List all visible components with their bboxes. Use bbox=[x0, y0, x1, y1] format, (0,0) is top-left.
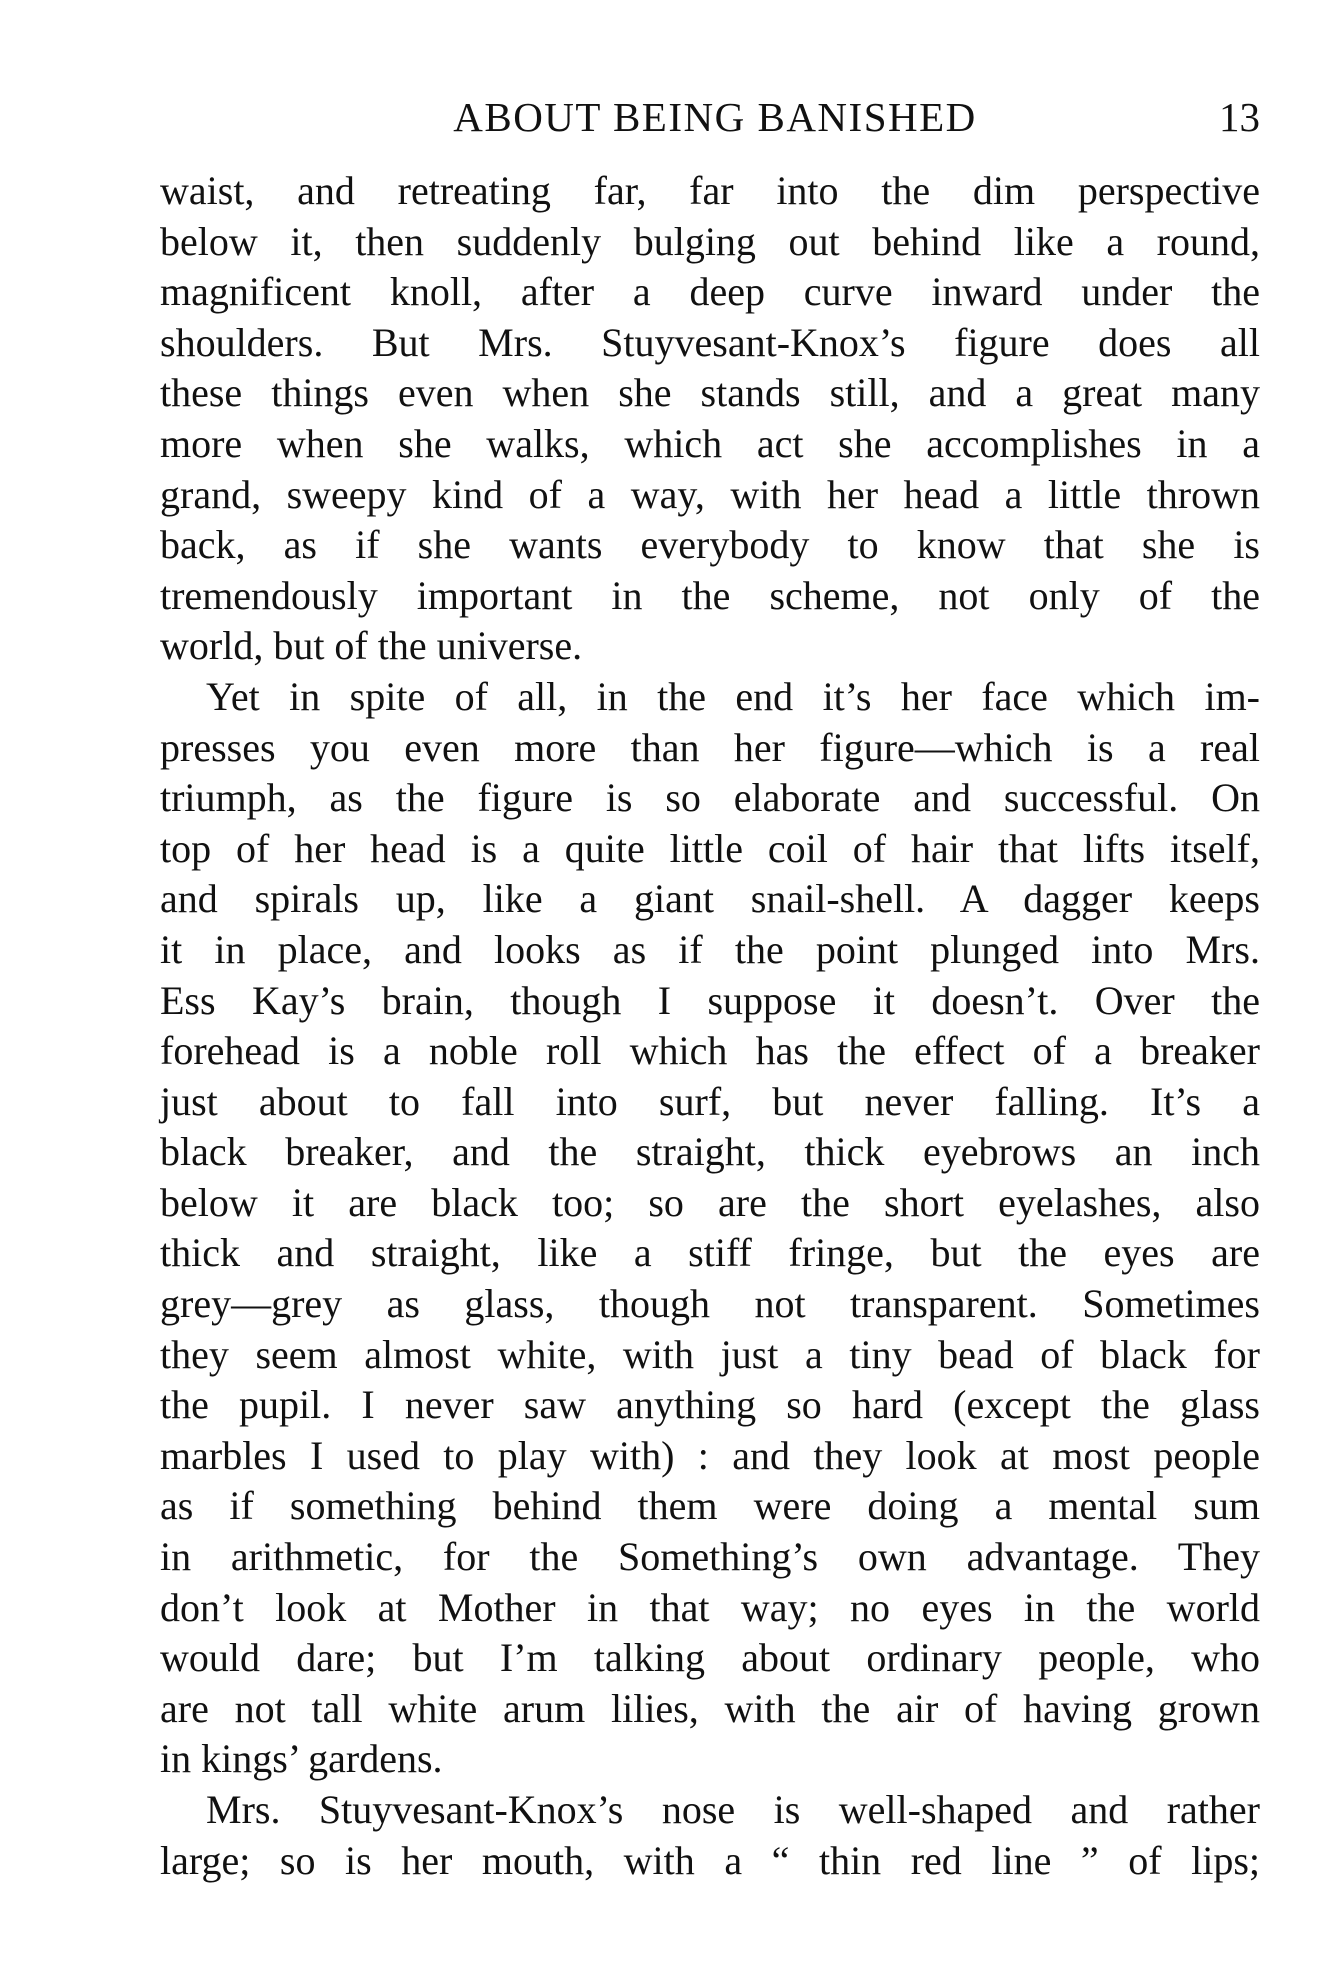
text-line: it in place, and looks as if the point plunged into Mrs. bbox=[160, 926, 1260, 972]
page-number: 13 bbox=[1219, 94, 1260, 140]
text-line: world, but of the universe. bbox=[160, 623, 583, 669]
text-line: marbles I used to play with) : and they look at most people bbox=[160, 1432, 1260, 1478]
text-line: below it, then suddenly bulging out behind like a round, bbox=[160, 218, 1260, 264]
text-line: just about to fall into surf, but never falling. It’s a bbox=[160, 1078, 1260, 1124]
text-line: and spirals up, like a giant snail-shell. A dagger keeps bbox=[160, 876, 1260, 922]
text-line: Mrs. Stuyvesant-Knox’s nose is well-shaped and rather bbox=[206, 1787, 1260, 1832]
text-line: back, as if she wants everybody to know that she is bbox=[160, 522, 1260, 568]
text-line: presses you even more than her figure—which is a real bbox=[160, 724, 1260, 770]
running-head bbox=[160, 92, 1260, 142]
text-line: black breaker, and the straight, thick eyebrows an inch bbox=[160, 1129, 1260, 1175]
text-line: grand, sweepy kind of a way, with her head a little thrown bbox=[160, 471, 1260, 517]
text-line: in arithmetic, for the Something’s own advantage. They bbox=[160, 1534, 1260, 1580]
text-line: thick and straight, like a stiff fringe, but the eyes are bbox=[160, 1230, 1260, 1276]
text-line: waist, and retreating far, far into the dim perspective bbox=[160, 168, 1260, 213]
text-line: grey—grey as glass, though not transparent. Sometimes bbox=[160, 1281, 1260, 1327]
text-line: top of her head is a quite little coil of hair that lifts itself, bbox=[160, 825, 1260, 871]
text-line: triumph, as the figure is so elaborate and successful. On bbox=[160, 775, 1260, 821]
text-line: are not tall white arum lilies, with the air of having grown bbox=[160, 1685, 1260, 1731]
body-text bbox=[160, 166, 1260, 1886]
text-line: tremendously important in the scheme, not only of the bbox=[160, 572, 1260, 618]
text-line: large; so is her mouth, with a “ thin red line ” of lips; bbox=[160, 1837, 1260, 1883]
text-line: shoulders. But Mrs. Stuyvesant-Knox’s figure does all bbox=[160, 319, 1260, 365]
text-line: don’t look at Mother in that way; no eyes in the world bbox=[160, 1584, 1260, 1630]
text-line: they seem almost white, with just a tiny bead of black for bbox=[160, 1331, 1260, 1377]
text-line: Ess Kay’s brain, though I suppose it doesn’t. Over the bbox=[160, 977, 1260, 1023]
running-title: ABOUT BEING BANISHED bbox=[453, 94, 977, 140]
text-line: would dare; but I’m talking about ordinary people, who bbox=[160, 1635, 1260, 1681]
text-line: these things even when she stands still, and a great many bbox=[160, 370, 1260, 416]
text-line: Yet in spite of all, in the end it’s her face which im- bbox=[206, 673, 1260, 719]
text-line: the pupil. I never saw anything so hard (except the glass bbox=[160, 1382, 1260, 1428]
text-line: in kings’ gardens. bbox=[160, 1736, 443, 1782]
text-line: as if something behind them were doing a mental sum bbox=[160, 1483, 1260, 1529]
text-line: more when she walks, which act she accomplishes in a bbox=[160, 420, 1260, 466]
text-line: forehead is a noble roll which has the effect of a breaker bbox=[160, 1028, 1260, 1074]
text-line: below it are black too; so are the short eyelashes, also bbox=[160, 1179, 1260, 1225]
text-line: magnificent knoll, after a deep curve inward under the bbox=[160, 269, 1260, 315]
